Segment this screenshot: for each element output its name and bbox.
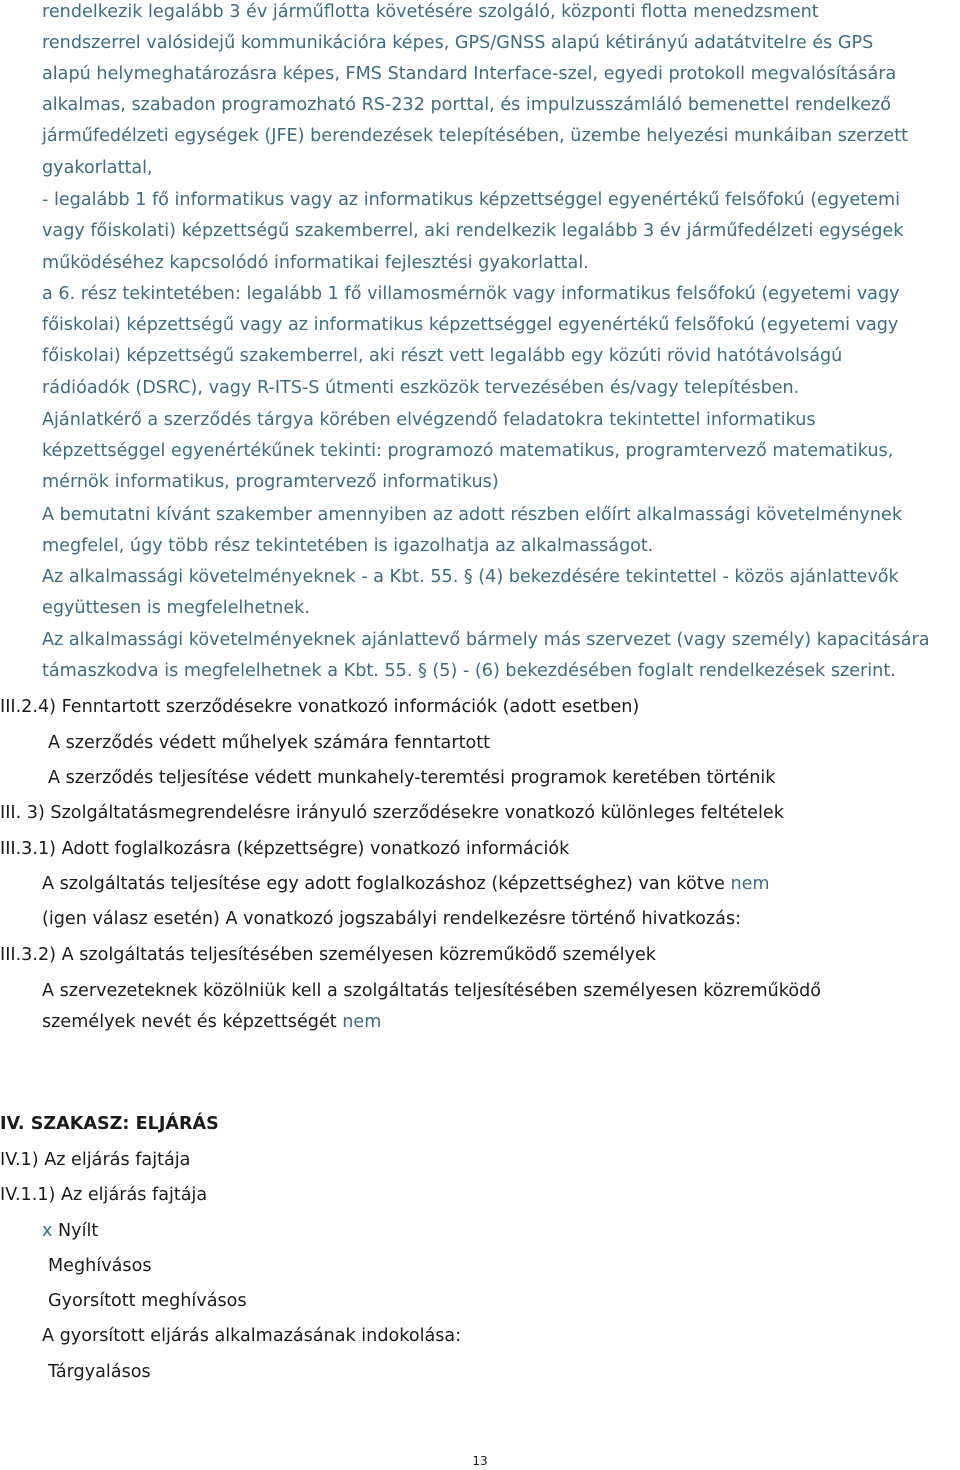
staff-question-line1: A szervezeteknek közölniük kell a szolgáltatás teljesítésében személyesen közreműködő [42,981,822,1001]
fast-procedure-reason: A gyorsított eljárás alkalmazásának indokolása: [42,1326,462,1346]
procedure-option-invite: Meghívásos [48,1256,152,1276]
staff-question-line2 [42,1011,381,1033]
text-line: Az alkalmassági követelményeknek ajánlattevő bármely más szervezet (vagy személy) kapacitására [42,630,930,650]
text-line: Ajánlatkérő a szerződés tárgya körében elvégzendő feladatokra tekintettel informatikus [42,410,816,430]
procedure-option-negotiated: Tárgyalásos [48,1362,151,1382]
answer-value: nem [730,874,770,894]
text-line: rendelkezik legalább 3 év járműflotta követésére szolgáló, központi flotta menedzsment [42,2,819,22]
text-line: vagy főiskolati) képzettségű szakemberrel, aki rendelkezik legalább 3 év járműfedélzeti egységek [42,221,904,241]
selected-mark: x [42,1221,53,1241]
section-heading-iii-3-1: III.3.1) Adott foglalkozásra (képzettségre) vonatkozó információk [0,839,570,859]
option-label: Nyílt [58,1221,99,1241]
text-line: a 6. rész tekintetében: legalább 1 fő villamosmérnök vagy informatikus felsőfokú (egyetemi vagy [42,284,900,304]
text-line: képzettséggel egyenértékűnek tekinti: programozó matematikus, programtervező matematikus, [42,441,894,461]
text-line: alkalmas, szabadon programozható RS-232 porttal, és impulzusszámláló bemenettel rendelkező [42,95,892,115]
text-line: mérnök informatikus, programtervező informatikus) [42,472,499,492]
text-line: működéséhez kapcsolódó informatikai fejlesztési gyakorlattal. [42,253,589,273]
page-number: 13 [472,1454,488,1468]
text-line: együttesen is megfelelhetnek. [42,598,310,618]
text-line: rádióadók (DSRC), vagy R-ITS-S útmenti eszközök tervezésében és/vagy telepítésben. [42,378,800,398]
option-sheltered-employment: A szerződés teljesítése védett munkahely-teremtési programok keretében történik [48,768,776,788]
text-line: alapú helymeghatározásra képes, FMS Standard Interface-szel, egyedi protokoll megvalósítására [42,64,897,84]
text-line: A bemutatni kívánt szakember amennyiben az adott részben előírt alkalmassági követelménynek [42,505,903,525]
section-heading-iii-2-4: III.2.4) Fenntartott szerződésekre vonatkozó információk (adott esetben) [0,697,640,717]
section-heading-iii-3: III. 3) Szolgáltatásmegrendelésre irányuló szerződésekre vonatkozó különleges feltételek [0,803,784,823]
section-title-iv: IV. SZAKASZ: ELJÁRÁS [0,1114,219,1134]
text-line: főiskolai) képzettségű szakemberrel, aki részt vett legalább egy közúti rövid hatótávolságú [42,346,843,366]
text-line: Az alkalmassági követelményeknek - a Kbt. 55. § (4) bekezdésére tekintettel - közös ajánlattevők [42,567,899,587]
legal-reference-line: (igen válasz esetén) A vonatkozó jogszabályi rendelkezésre történő hivatkozás: [42,909,742,929]
option-sheltered-workshops: A szerződés védett műhelyek számára fenntartott [48,733,491,753]
text-line: megfelel, úgy több rész tekintetében is igazolhatja az alkalmasságot. [42,536,654,556]
text-line: támaszkodva is megfelelhetnek a Kbt. 55. § (5) - (6) bekezdésében foglalt rendelkezések szerint. [42,661,896,681]
profession-question [42,873,770,895]
question-text: személyek nevét és képzettségét [42,1012,337,1032]
section-heading-iv-1-1: IV.1.1) Az eljárás fajtája [0,1185,208,1205]
procedure-option-open [42,1220,98,1242]
section-heading-iv-1: IV.1) Az eljárás fajtája [0,1150,191,1170]
text-line: gyakorlattal, [42,158,153,178]
text-line: járműfedélzeti egységek (JFE) berendezések telepítésében, üzembe helyezési munkáiban szerzett [42,126,909,146]
text-line: - legalább 1 fő informatikus vagy az informatikus képzettséggel egyenértékű felsőfokú (egyetemi [42,190,901,210]
section-heading-iii-3-2: III.3.2) A szolgáltatás teljesítésében személyesen közreműködő személyek [0,945,656,965]
procedure-option-fast-invite: Gyorsított meghívásos [48,1291,247,1311]
answer-value: nem [342,1012,382,1032]
text-line: rendszerrel valósidejű kommunikációra képes, GPS/GNSS alapú kétirányú adatátvitelre és GPS [42,33,874,53]
text-line: főiskolai) képzettségű vagy az informatikus képzettséggel egyenértékű felsőfokú (egyetemi vagy [42,315,899,335]
question-text: A szolgáltatás teljesítése egy adott foglalkozáshoz (képzettséghez) van kötve [42,874,725,894]
